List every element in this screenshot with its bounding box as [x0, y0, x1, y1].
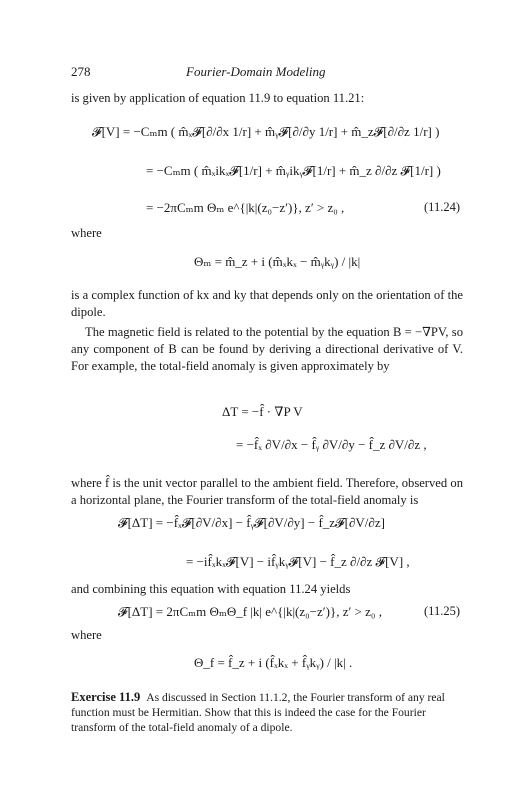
running-title: Fourier-Domain Modeling — [186, 64, 326, 79]
unit-vector-paragraph: where f̂ is the unit vector parallel to the ambient field. Therefore, observed on a horizontal plane, the Fourier transform of the total-field anomaly is — [71, 476, 463, 507]
total-field-anomaly-line2: = −f̂ₓ ∂V/∂x − f̂ᵧ ∂V/∂y − f̂_z ∂V/∂z , — [236, 437, 427, 452]
equation-number-11-25: (11.25) — [424, 604, 460, 618]
where-label-2: where — [71, 628, 102, 642]
combining-text: and combining this equation with equation 11.24 yields — [71, 582, 351, 596]
equation-number-11-24: (11.24) — [424, 200, 460, 214]
where-label-1: where — [71, 226, 102, 240]
equation-11-24-line1: 𝓕[V] = −Cₘm ( m̂ₓ𝓕[∂/∂x 1/r] + m̂ᵧ𝓕[∂/∂y 1/r] + m̂_z𝓕[∂/∂z 1/r] ) — [92, 124, 440, 139]
intro-text: is given by application of equation 11.9 to equation 11.21: — [71, 91, 365, 105]
equation-11-25: 𝓕[ΔT] = 2πCₘm ΘₘΘ_f |k| e^{|k|(z₀−z′)}, z′ > z₀ , — [118, 604, 382, 619]
exercise-body: As discussed in Section 11.1.2, the Fourier transform of any real function must be Hermitian. Show that this is indeed the case for the Fourier transform of the total-field anomaly of a dipole. — [71, 691, 445, 734]
exercise-label: Exercise 11.9 — [71, 690, 141, 704]
theta-m-definition: Θₘ = m̂_z + i (m̂ₓkₓ − m̂ᵧkᵧ) / |k| — [194, 254, 361, 269]
page-number: 278 — [71, 64, 91, 79]
theta-f-definition: Θ_f = f̂_z + i (f̂ₓkₓ + f̂ᵧkᵧ) / |k| . — [194, 655, 353, 670]
exercise-11-9 — [71, 690, 463, 735]
complex-function-text: is a complex function of kx and ky that depends only on the orientation of the dipole. — [71, 288, 463, 319]
magnetic-field-paragraph: The magnetic field is related to the potential by the equation B = −∇PV, so any component of B can be found by deriving a directional derivative of V. For example, the total-field anomaly is given approximately by — [71, 325, 463, 373]
total-field-anomaly-line1: ΔT = −f̂ · ∇P V — [222, 404, 303, 419]
equation-11-24-line2: = −Cₘm ( m̂ₓikₓ𝓕[1/r] + m̂ᵧikᵧ𝓕[1/r] + m̂_z ∂/∂z 𝓕[1/r] ) — [146, 163, 441, 178]
equation-11-24-line3: = −2πCₘm Θₘ e^{|k|(z₀−z′)}, z′ > z₀ , — [146, 200, 345, 215]
fourier-total-field-line2: = −if̂ₓkₓ𝓕[V] − if̂ᵧkᵧ𝓕[V] − f̂_z ∂/∂z 𝓕[V] , — [186, 554, 410, 569]
fourier-total-field-line1: 𝓕[ΔT] = −f̂ₓ𝓕[∂V/∂x] − f̂ᵧ𝓕[∂V/∂y] − f̂_z𝓕[∂V/∂z] — [118, 515, 385, 530]
